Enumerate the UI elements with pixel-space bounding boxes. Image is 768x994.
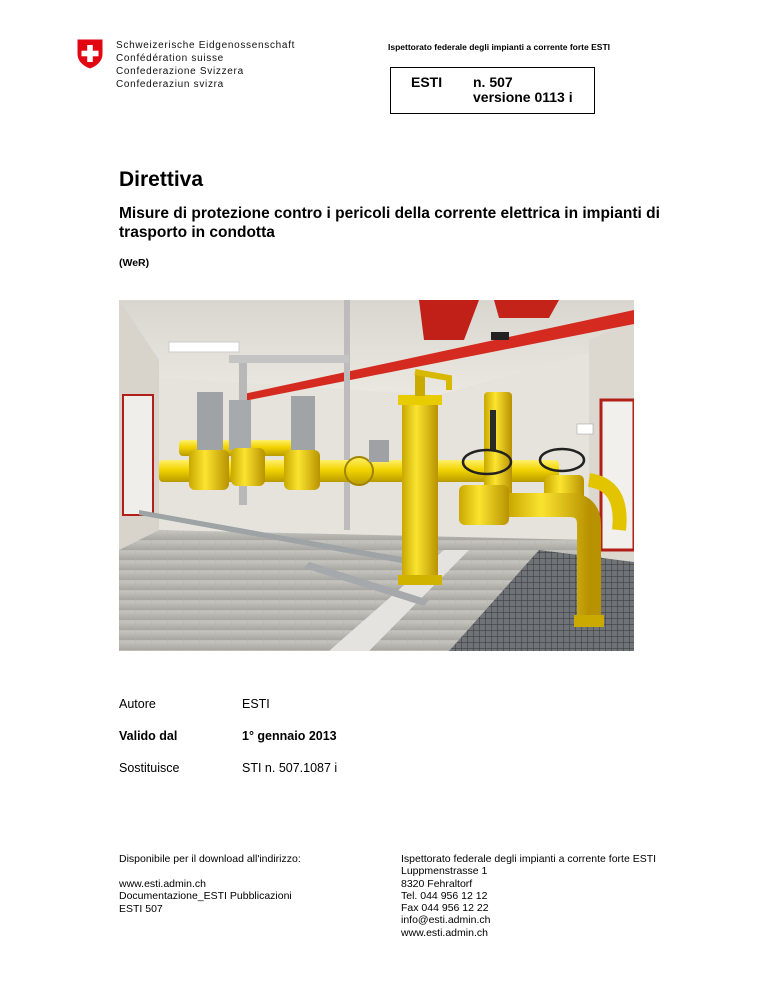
download-doc-ref: ESTI 507 bbox=[119, 902, 163, 915]
swiss-coat-of-arms-icon bbox=[76, 38, 104, 70]
contact-fax: Fax 044 956 12 22 bbox=[401, 902, 489, 915]
doc-code: ESTI bbox=[411, 74, 443, 90]
contact-line: Luppmenstrasse 1 bbox=[401, 865, 488, 878]
pipeline-station-photo bbox=[119, 300, 634, 651]
contact-line: Ispettorato federale degli impianti a corrente forte ESTI bbox=[401, 853, 657, 865]
doc-number-block bbox=[473, 75, 573, 105]
document-type: Direttiva bbox=[119, 168, 204, 191]
contact-email[interactable]: info@esti.admin.ch bbox=[401, 914, 491, 927]
document-abbreviation: (WeR) bbox=[119, 257, 150, 269]
meta-label: Autore bbox=[119, 697, 156, 711]
confederation-name-de: Schweizerische Eidgenossenschaft bbox=[116, 40, 296, 51]
confederation-name-it: Confederazione Svizzera bbox=[116, 66, 244, 77]
meta-value: ESTI bbox=[242, 697, 270, 711]
doc-number: n. 507 bbox=[473, 74, 513, 90]
download-url[interactable]: www.esti.admin.ch bbox=[119, 877, 206, 890]
document-id-box bbox=[390, 67, 595, 114]
document-title: Misure di protezione contro i pericoli della corrente elettrica in impianti di trasporto in condotta bbox=[119, 205, 660, 241]
meta-label: Sostituisce bbox=[119, 761, 180, 775]
contact-website[interactable]: www.esti.admin.ch bbox=[401, 926, 488, 939]
agency-name: Ispettorato federale degli impianti a corrente forte ESTI bbox=[388, 42, 610, 52]
download-label: Disponibile per il download all'indirizzo: bbox=[119, 853, 301, 865]
contact-address bbox=[401, 853, 656, 939]
download-path: Documentazione_ESTI Pubblicazioni bbox=[119, 890, 292, 902]
contact-phone: Tel. 044 956 12 12 bbox=[401, 889, 488, 902]
confederation-name-rm: Confederaziun svizra bbox=[116, 79, 224, 90]
meta-label: Valido dal bbox=[119, 729, 178, 743]
doc-version: versione 0113 i bbox=[473, 89, 573, 105]
download-info bbox=[119, 853, 301, 915]
contact-line: 8320 Fehraltorf bbox=[401, 877, 473, 890]
confederation-names bbox=[116, 39, 295, 91]
meta-value: 1° gennaio 2013 bbox=[242, 729, 337, 743]
confederation-name-fr: Confédération suisse bbox=[116, 53, 224, 64]
meta-value: STI n. 507.1087 i bbox=[242, 761, 338, 775]
